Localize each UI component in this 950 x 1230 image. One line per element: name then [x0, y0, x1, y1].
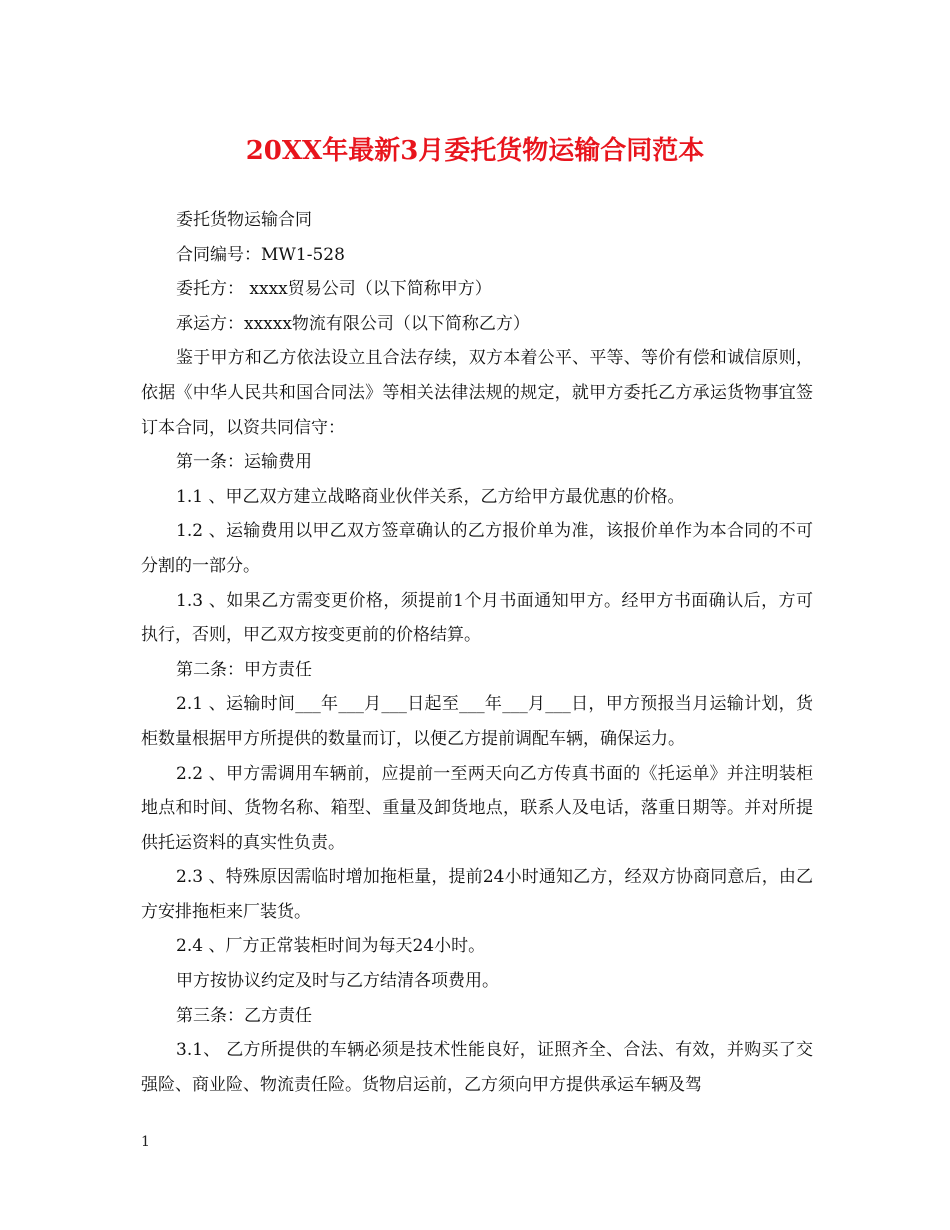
paragraph: 2.4 、厂方正常装柜时间为每天24小时。 — [176, 936, 486, 957]
paragraph: 承运方：xxxxx物流有限公司（以下简称乙方） — [176, 313, 530, 334]
paragraph: 第一条：运输费用 — [176, 452, 312, 473]
paragraph: 合同编号：MW1-528 — [176, 244, 345, 265]
paragraph: 委托方： xxxx贸易公司（以下简称甲方） — [176, 279, 492, 300]
paragraph: 鉴于甲方和乙方依法设立且合法存续，双方本着公平、平等、等价有偿和诚信原则，依据《中华人民共和国合同法》等相关法律法规的规定，就甲方委托乙方承运货物事宜签订本合同，以资共同信守： — [141, 348, 813, 438]
paragraph: 委托货物运输合同 — [176, 210, 312, 230]
paragraph: 2.3 、特殊原因需临时增加拖柜量，提前24小时通知乙方，经双方协商同意后，由乙方安排拖柜来厂装货。 — [141, 867, 813, 922]
page-number: 1 — [141, 1134, 150, 1150]
paragraph: 3.1、 乙方所提供的车辆必须是技术性能良好，证照齐全、合法、有效，并购买了交强险、商业险、物流责任险。货物启运前，乙方须向甲方提供承运车辆及驾 — [141, 1040, 813, 1095]
paragraph: 第二条：甲方责任 — [176, 659, 312, 680]
document-body — [141, 203, 813, 1102]
paragraph: 2.1 、运输时间___年___月___日起至___年___月___日，甲方预报当月运输计划，货柜数量根据甲方所提供的数量而订，以便乙方提前调配车辆，确保运力。 — [141, 694, 813, 749]
paragraph: 甲方按协议约定及时与乙方结清各项费用。 — [176, 971, 499, 992]
paragraph: 1.1 、甲乙双方建立战略商业伙伴关系，乙方给甲方最优惠的价格。 — [176, 486, 685, 507]
paragraph: 1.3 、如果乙方需变更价格，须提前1个月书面通知甲方。经甲方书面确认后，方可执行，否则，甲乙双方按变更前的价格结算。 — [141, 590, 813, 646]
paragraph: 2.2 、甲方需调用车辆前，应提前一至两天向乙方传真书面的《托运单》并注明装柜地点和时间、货物名称、箱型、重量及卸货地点，联系人及电话，落重日期等。并对所提供托运资料的真实性负责。 — [141, 763, 813, 853]
document-title: 20XX年最新3月委托货物运输合同范本 — [245, 136, 705, 166]
paragraph: 第三条：乙方责任 — [176, 1005, 312, 1026]
paragraph: 1.2 、运输费用以甲乙双方签章确认的乙方报价单为准，该报价单作为本合同的不可分割的一部分。 — [141, 521, 813, 576]
